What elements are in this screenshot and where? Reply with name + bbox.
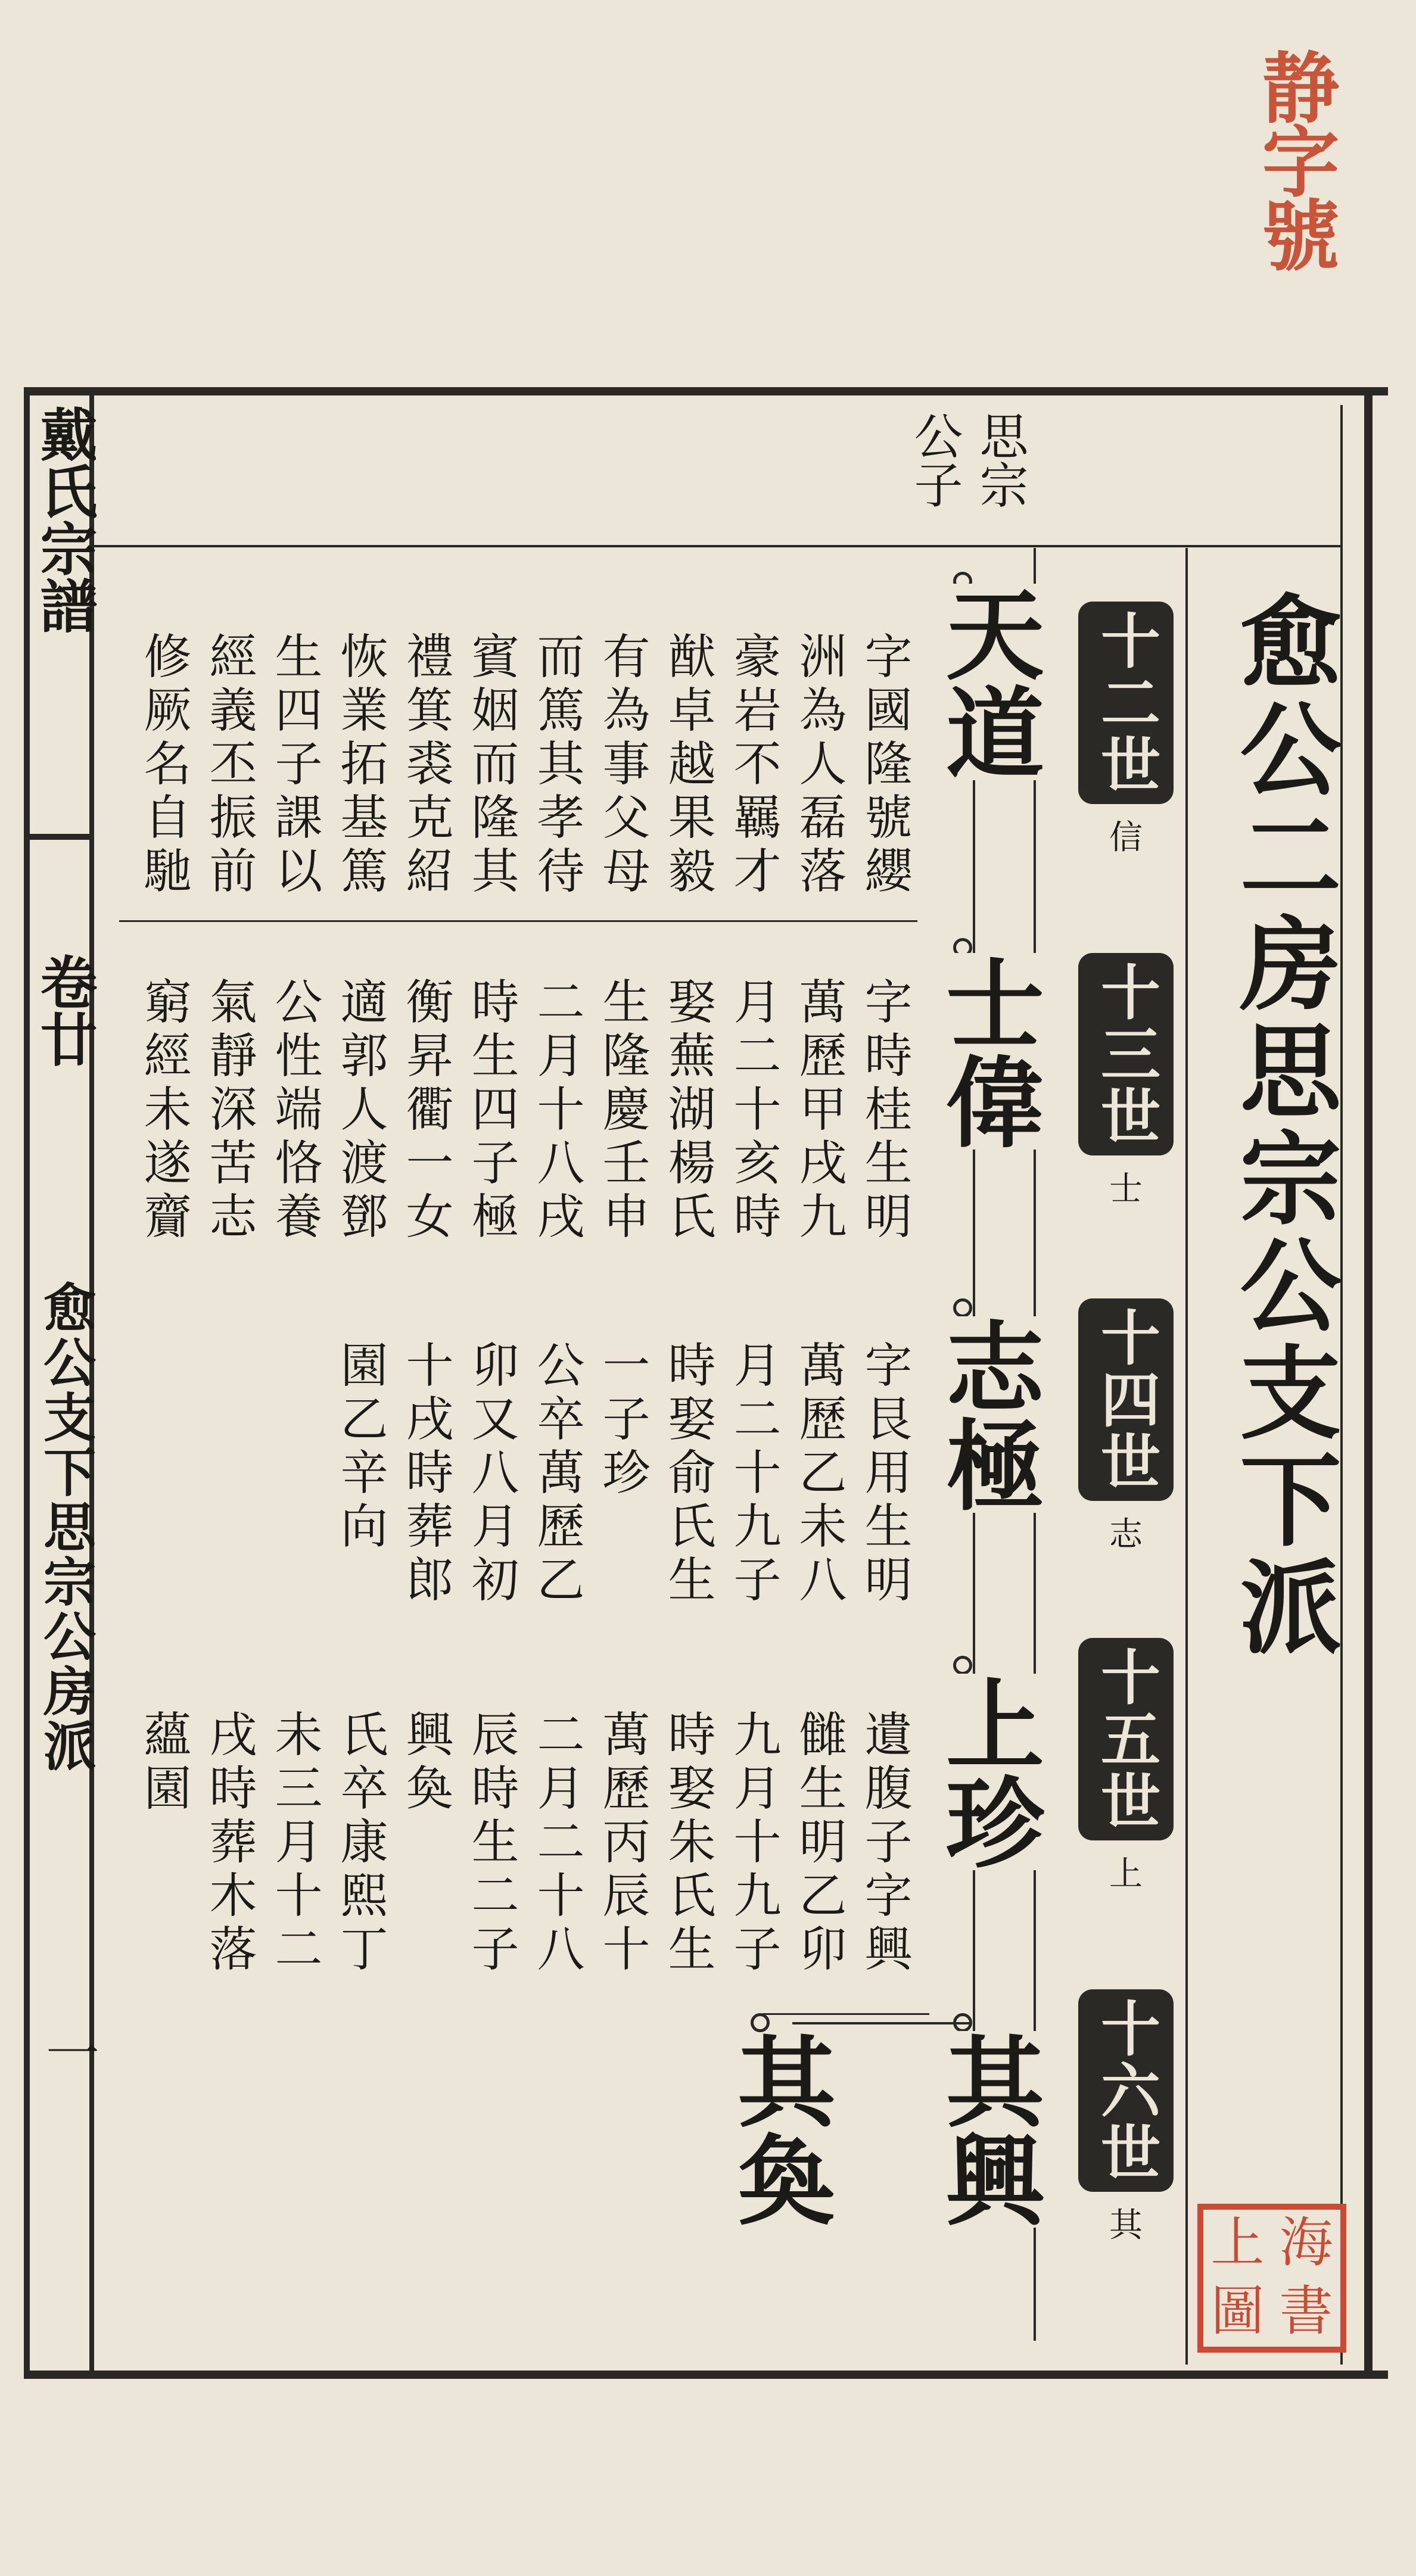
margin-volume: 卷廿 <box>31 953 98 1067</box>
bio-column: 恢業拓基篤 <box>332 631 388 899</box>
bio-column: 適郭人渡鄧 <box>332 977 388 1245</box>
bio-column: 遺腹子字興 <box>857 1709 912 1977</box>
bio-column: 氣靜深苦志 <box>201 977 257 1245</box>
tree-name-qixing: 其興 <box>917 2031 1059 2228</box>
frame-top-border <box>24 387 1388 395</box>
bio-column: 二月二十八 <box>529 1709 584 1977</box>
title-column-divider <box>1185 548 1188 2365</box>
bio-column: 衡昇衢一女 <box>398 977 453 1245</box>
bio-divider-1 <box>119 920 917 922</box>
bio-column: 有為事父母 <box>595 631 650 899</box>
frame-right-border <box>1364 387 1373 2379</box>
bio-column: 修厥名自馳 <box>136 631 191 899</box>
frame-bottom-border <box>24 2371 1388 2379</box>
margin-book-title: 戴氏宗譜 <box>31 405 98 634</box>
bio-column: 字時桂生明 <box>857 977 912 1245</box>
bio-column: 公卒萬歷乙 <box>529 1340 584 1608</box>
bio-column: 豪岩不羈才 <box>726 631 781 899</box>
bio-column: 字艮用生明 <box>857 1340 912 1608</box>
tree-node-marker <box>953 1298 972 1317</box>
bio-column: 賓姻而隆其 <box>463 631 519 899</box>
generation-label: 十二世 <box>1078 602 1174 804</box>
bio-column: 雠生明乙卯 <box>791 1709 847 1977</box>
bio-column: 猷卓越果毅 <box>660 631 715 899</box>
bio-column: 氏卒康熙丁 <box>332 1709 388 1977</box>
bio-column: 園乙辛向 <box>332 1340 388 1555</box>
generation-char: 其 <box>1109 2206 1143 2245</box>
bio-column: 蘊園 <box>136 1709 191 1817</box>
margin-page-number: 一 <box>36 2025 99 2079</box>
margin-fish-tail <box>24 834 89 840</box>
tree-node-marker <box>751 2013 770 2032</box>
generation-label: 十五世 <box>1078 1638 1174 1840</box>
generation-label: 十六世 <box>1078 1989 1174 2192</box>
seal-char: 上 <box>1210 2211 1265 2274</box>
bio-column: 生隆慶壬申 <box>595 977 650 1245</box>
bio-column: 十戌時葬郎 <box>398 1340 453 1608</box>
tree-name-shiwei: 士偉 <box>917 953 1059 1150</box>
seal-char: 書 <box>1279 2280 1333 2343</box>
generation-badge-13 <box>1078 953 1174 1210</box>
tree-node-marker <box>953 1656 972 1675</box>
generation-label: 十四世 <box>1078 1298 1174 1501</box>
bio-column: 時娶朱氏生 <box>660 1709 715 1977</box>
bio-column: 窮經未遂齎 <box>136 977 191 1245</box>
bio-column: 一子珍 <box>595 1340 650 1501</box>
seal-char: 海 <box>1279 2211 1333 2274</box>
generation-char: 上 <box>1109 1855 1143 1893</box>
header-name-line-2: 公子 <box>906 411 963 509</box>
bio-column: 字國隆號纓 <box>857 631 912 899</box>
bio-column: 經義丕振前 <box>201 631 257 899</box>
generation-char: 士 <box>1109 1170 1143 1208</box>
bio-column: 公性端恪養 <box>267 977 322 1245</box>
tree-name-tiandao: 天道 <box>917 584 1059 780</box>
bio-column: 辰時生二子 <box>463 1709 519 1977</box>
bio-column: 而篤其孝待 <box>529 631 584 899</box>
generation-label: 十三世 <box>1078 953 1174 1155</box>
bio-column: 娶蕪湖楊氏 <box>660 977 715 1245</box>
library-seal <box>1197 2204 1346 2353</box>
bio-divider-2 <box>763 2013 929 2015</box>
generation-char: 志 <box>1109 1515 1143 1554</box>
bio-column: 生四子課以 <box>267 631 322 899</box>
bio-column: 月二十亥時 <box>726 977 781 1245</box>
bio-column: 萬歷甲戌九 <box>791 977 847 1245</box>
bio-column: 二月十八戌 <box>529 977 584 1245</box>
generation-badge-15 <box>1078 1638 1174 1895</box>
bio-column: 時娶俞氏生 <box>660 1340 715 1608</box>
header-divider <box>89 545 1340 547</box>
tree-name-qihuan: 其奐 <box>721 2031 837 2228</box>
bio-column: 萬歷乙未八 <box>791 1340 847 1608</box>
bio-column: 萬歷丙辰十 <box>595 1709 650 1977</box>
generation-badge-14 <box>1078 1298 1174 1556</box>
margin-section-title: 愈公支下思宗公房派 <box>35 1281 97 1774</box>
tree-name-zhiji: 志極 <box>917 1316 1059 1513</box>
tree-branch-line <box>792 2022 971 2024</box>
page-title: 愈公二房思宗公支下派 <box>1222 590 1342 1662</box>
bio-column: 未三月十二 <box>267 1709 322 1977</box>
bio-column: 時生四子極 <box>463 977 519 1245</box>
bio-column: 戌時葬木落 <box>201 1709 257 1977</box>
bio-column: 卯又八月初 <box>463 1340 519 1608</box>
seal-char: 圖 <box>1210 2280 1265 2343</box>
bio-column: 月二十九子 <box>726 1340 781 1608</box>
tree-name-shangzhen: 上珍 <box>917 1674 1059 1870</box>
bio-column: 九月十九子 <box>726 1709 781 1977</box>
volume-stamp: 静字號 <box>1249 48 1340 269</box>
generation-char: 信 <box>1109 818 1143 857</box>
header-name-line-1: 思宗 <box>972 411 1028 509</box>
bio-column: 洲為人磊落 <box>791 631 847 899</box>
bio-column: 禮箕裘克紹 <box>398 631 453 899</box>
generation-badge-16 <box>1078 1989 1174 2247</box>
bio-column: 興奐 <box>398 1709 453 1817</box>
generation-badge-12 <box>1078 602 1174 859</box>
